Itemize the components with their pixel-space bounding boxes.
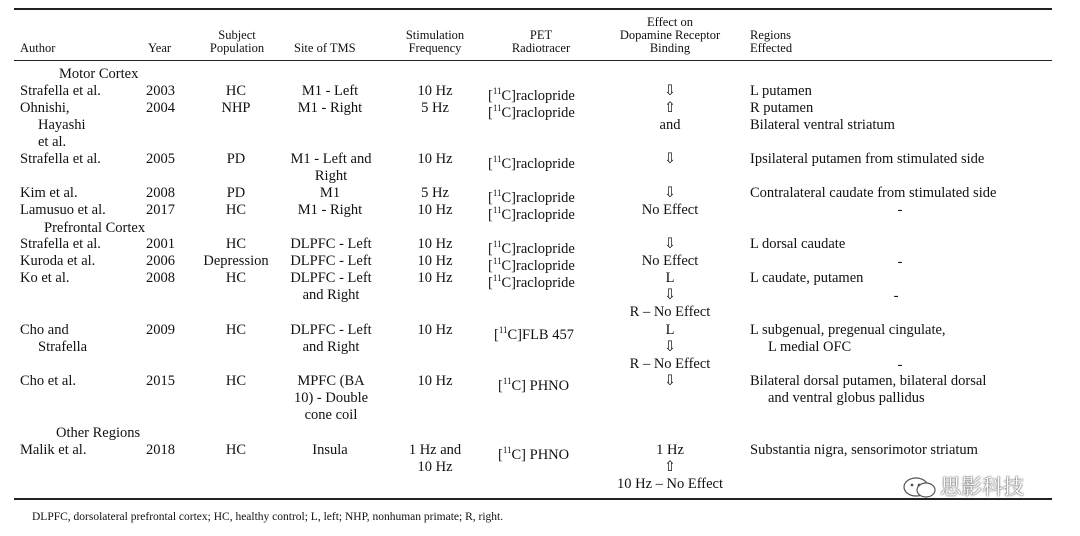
cell-subject: PD (226, 151, 246, 167)
isotope-superscript: 11 (498, 325, 508, 335)
cell-author: Kim et al. (20, 185, 78, 201)
header-effect-line1: Effect on (647, 15, 693, 29)
cell-author: Cho et al. (20, 373, 76, 389)
header-frequency-line2: Frequency (408, 41, 462, 55)
header-subject-line1: Subject (218, 28, 256, 42)
tracer-name: C] PHNO (511, 446, 570, 463)
isotope-superscript: 11 (492, 188, 502, 198)
cell-frequency: 5 Hz (421, 185, 449, 201)
cell-site: DLPFC - Left (290, 322, 372, 338)
cell-subject: Depression (203, 253, 269, 269)
section-motor-cortex: Motor Cortex (59, 66, 139, 82)
cell-author: Kuroda et al. (20, 253, 96, 269)
header-regions-line1: Regions (750, 28, 791, 42)
cell-radiotracer: [$^{11}$C]raclopride (488, 205, 575, 223)
cell-region-dash: - (893, 288, 899, 304)
cell-year: 2005 (146, 151, 175, 167)
cell-effect: 1 Hz (656, 442, 684, 458)
isotope-superscript: 11 (492, 154, 502, 164)
tracer-name: C]raclopride (501, 87, 575, 104)
cell-region-cont: Bilateral ventral striatum (750, 117, 895, 133)
cell-year: 2006 (146, 253, 175, 269)
cell-radiotracer: [$^{11}$C] PHNO (498, 376, 570, 394)
cell-frequency: 10 Hz (417, 83, 453, 99)
header-subject-line2: Population (209, 41, 265, 55)
cell-region-dash: - (897, 357, 903, 373)
cell-site: M1 - Right (297, 202, 363, 218)
cell-frequency-cont: 10 Hz (417, 459, 453, 475)
header-regions (750, 29, 792, 55)
cell-radiotracer: [$^{11}$C]raclopride (488, 103, 575, 121)
cell-region: L subgenual, pregenual cingulate, (750, 322, 946, 338)
header-pet (498, 29, 584, 55)
down-arrow-icon: ⇩ (663, 287, 677, 303)
cell-region: L caudate, putamen (750, 270, 864, 286)
isotope-superscript: 11 (492, 256, 502, 266)
cell-region: L putamen (750, 83, 812, 99)
cell-site-cont: and Right (302, 287, 360, 303)
cell-site-cont: Right (314, 168, 348, 184)
tracer-name: C]raclopride (501, 206, 575, 223)
cell-subject: HC (225, 83, 247, 99)
tracer-name: C]raclopride (501, 240, 575, 257)
cell-site-cont: and Right (302, 339, 360, 355)
cell-region: Substantia nigra, sensorimotor striatum (750, 442, 978, 458)
cell-region-dash: - (897, 254, 903, 270)
cell-author: Ohnishi, (20, 100, 70, 116)
cell-region-dash: - (897, 202, 903, 218)
cell-frequency: 10 Hz (417, 202, 453, 218)
cell-region: Contralateral caudate from stimulated side (750, 185, 997, 201)
isotope-superscript: 11 (492, 103, 502, 113)
cell-region-cont: and ventral globus pallidus (768, 390, 925, 406)
tracer-name: C]raclopride (501, 257, 575, 274)
cell-year: 2004 (146, 100, 175, 116)
cell-subject: HC (225, 373, 247, 389)
cell-region-cont: L medial OFC (768, 339, 852, 355)
cell-site: DLPFC - Left (290, 253, 372, 269)
cell-site: DLPFC - Left (290, 270, 372, 286)
cell-author: Lamusuo et al. (20, 202, 106, 218)
cell-author: Strafella et al. (20, 236, 101, 252)
cell-year: 2001 (146, 236, 175, 252)
cell-region: L dorsal caudate (750, 236, 846, 252)
cell-year: 2003 (146, 83, 175, 99)
table-bottom-rule (14, 498, 1052, 500)
cell-author: Malik et al. (20, 442, 87, 458)
cell-site-cont: cone coil (304, 407, 358, 423)
cell-author: Ko et al. (20, 270, 70, 286)
table-top-rule (14, 8, 1052, 10)
cell-frequency: 10 Hz (417, 270, 453, 286)
cell-subject: HC (225, 270, 247, 286)
cell-frequency: 10 Hz (417, 151, 453, 167)
cell-frequency: 10 Hz (417, 236, 453, 252)
down-arrow-icon: ⇩ (663, 185, 677, 201)
header-regions-line2: Effected (750, 41, 793, 55)
cell-frequency: 5 Hz (421, 100, 449, 116)
down-arrow-icon: ⇩ (663, 151, 677, 167)
cell-radiotracer: [$^{11}$C]FLB 457 (494, 325, 574, 343)
isotope-superscript: 11 (502, 445, 512, 455)
header-frequency-line1: Stimulation (405, 28, 465, 42)
cell-site: M1 - Right (297, 100, 363, 116)
watermark-text: 思影科技 (940, 475, 1024, 499)
tracer-name: C]FLB 457 (507, 326, 574, 343)
cell-site-cont: 10) - Double (293, 390, 369, 406)
cell-subject: NHP (221, 100, 251, 116)
down-arrow-icon: ⇩ (663, 236, 677, 252)
cell-year: 2009 (146, 322, 175, 338)
cell-radiotracer: [$^{11}$C]raclopride (488, 86, 575, 104)
cell-region: Bilateral dorsal putamen, bilateral dorsal (750, 373, 987, 389)
cell-site: M1 (319, 185, 341, 201)
header-frequency (390, 29, 480, 55)
cell-radiotracer: [$^{11}$C]raclopride (488, 273, 575, 291)
header-effect-line3: Binding (649, 41, 691, 55)
header-effect (606, 16, 734, 55)
cell-year: 2017 (146, 202, 175, 218)
cell-frequency: 10 Hz (417, 253, 453, 269)
cell-radiotracer: [$^{11}$C]raclopride (488, 154, 575, 172)
cell-radiotracer: [$^{11}$C] PHNO (498, 445, 570, 463)
cell-effect-cont: 10 Hz – No Effect (616, 476, 724, 492)
section-prefrontal-cortex: Prefrontal Cortex (44, 220, 146, 236)
cell-radiotracer: [$^{11}$C]raclopride (488, 188, 575, 206)
tracer-name: C]raclopride (501, 155, 575, 172)
cell-site: M1 - Left and (290, 151, 372, 167)
tracer-name: C]raclopride (501, 104, 575, 121)
down-arrow-icon: ⇩ (663, 339, 677, 355)
isotope-superscript: 11 (492, 273, 502, 283)
cell-author: Strafella et al. (20, 83, 101, 99)
cell-subject: HC (225, 236, 247, 252)
cell-author-cont: Hayashi (38, 117, 86, 133)
cell-effect-cont: R – No Effect (629, 304, 711, 320)
cell-radiotracer: [$^{11}$C]raclopride (488, 239, 575, 257)
header-effect-line2: Dopamine Receptor (619, 28, 721, 42)
header-pet-line1: PET (529, 28, 553, 42)
tracer-name: C]raclopride (501, 189, 575, 206)
cell-frequency: 10 Hz (417, 373, 453, 389)
cell-effect-cont: R – No Effect (629, 356, 711, 372)
up-arrow-icon: ⇧ (663, 459, 677, 475)
cell-year: 2008 (146, 185, 175, 201)
table-header-rule (14, 60, 1052, 61)
cell-year: 2015 (146, 373, 175, 389)
section-other-regions: Other Regions (56, 425, 141, 441)
cell-subject: HC (225, 202, 247, 218)
cell-author: Cho and (20, 322, 69, 338)
header-pet-line2: Radiotracer (511, 41, 571, 55)
cell-author: Strafella et al. (20, 151, 101, 167)
header-author: Author (20, 41, 56, 55)
header-site: Site of TMS (294, 41, 356, 55)
cell-subject: HC (225, 322, 247, 338)
cell-subject: PD (226, 185, 246, 201)
cell-year: 2008 (146, 270, 175, 286)
table-footnote: DLPFC, dorsolateral prefrontal cortex; HC, healthy control; L, left; NHP, nonhuman primate; R, right. (32, 511, 504, 523)
header-year: Year (148, 41, 172, 55)
cell-frequency: 10 Hz (417, 322, 453, 338)
cell-subject: HC (225, 442, 247, 458)
isotope-superscript: 11 (492, 239, 502, 249)
cell-region: R putamen (750, 100, 814, 116)
up-arrow-icon: ⇧ (663, 100, 677, 116)
isotope-superscript: 11 (502, 376, 512, 386)
cell-effect: L (665, 322, 675, 338)
cell-frequency: 1 Hz and (408, 442, 462, 458)
cell-site: MPFC (BA (297, 373, 365, 389)
cell-site: M1 - Left (301, 83, 359, 99)
cell-year: 2018 (146, 442, 175, 458)
cell-effect: and (659, 117, 681, 133)
cell-site: Insula (312, 442, 348, 458)
cell-effect: No Effect (641, 253, 699, 269)
cell-effect: No Effect (641, 202, 699, 218)
down-arrow-icon: ⇩ (663, 373, 677, 389)
cell-effect: L (665, 270, 675, 286)
isotope-superscript: 11 (492, 86, 502, 96)
down-arrow-icon: ⇩ (663, 83, 677, 99)
cell-author-cont: Strafella (38, 339, 88, 355)
isotope-superscript: 11 (492, 205, 502, 215)
tracer-name: C]raclopride (501, 274, 575, 291)
cell-region: Ipsilateral putamen from stimulated side (750, 151, 985, 167)
header-subject (197, 29, 277, 55)
cell-radiotracer: [$^{11}$C]raclopride (488, 256, 575, 274)
cell-site: DLPFC - Left (290, 236, 372, 252)
tracer-name: C] PHNO (511, 377, 570, 394)
cell-author-cont: et al. (38, 134, 67, 150)
